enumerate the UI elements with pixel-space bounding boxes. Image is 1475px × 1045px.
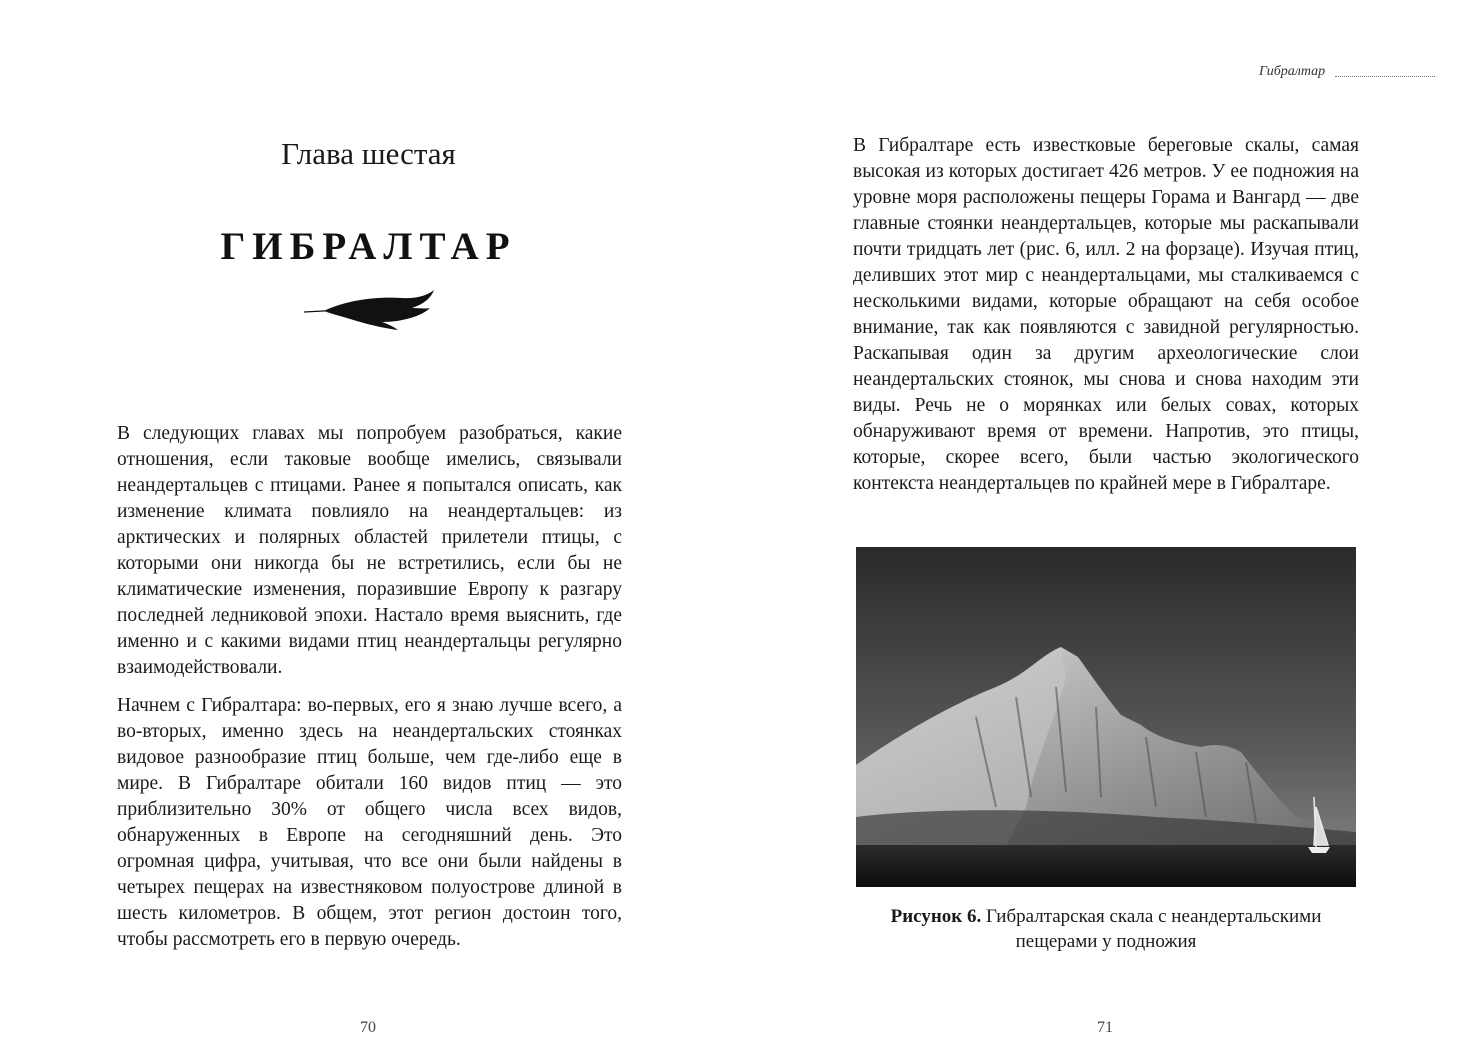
paragraph: Начнем с Гибралтара: во-первых, его я знаю лучше всего, а во-вторых, именно здесь на неандертальских стоянках видовое разнообразие птиц больше, чем где-либо еще в мире. В Гибралтаре обитали 160 видов птиц — это приблизительно 30% от общего числа всех видов, обнаруженных в Европе на сегодняшний день. Это огромная цифра, учитывая, что все они были найдены в четырех пещерах на известняковом полуострове длиной в шесть километров. В общем, этот регион достоин того, чтобы рассмотреть его в первую очередь. xyxy=(117,695,622,950)
left-body-text xyxy=(117,421,622,953)
left-page xyxy=(0,0,737,1045)
right-page xyxy=(737,0,1475,1045)
page-number: 71 xyxy=(1097,1019,1113,1036)
page-number: 70 xyxy=(360,1019,376,1036)
right-body-text xyxy=(853,133,1359,497)
feather-icon xyxy=(302,290,436,330)
caption-label: Рисунок 6. xyxy=(890,906,982,927)
figure-caption xyxy=(853,904,1359,954)
caption-text: Гибралтарская скала с неандертальскими пещерами у подножия xyxy=(986,906,1322,952)
paragraph: В Гибралтаре есть известковые береговые скалы, самая высокая из которых достигает 426 метров. У ее подножия на уровне моря расположены пещеры Горама и Вангард — две главные стоянки неандертальцев, которые мы раскапывали почти тридцать лет (рис. 6, илл. 2 на форзаце). Изучая птиц, деливших этот мир с неандертальцами, мы сталкиваемся с несколькими видами, которые обращают на себя особое внимание, так как появляются с завидной регулярностью. Раскапывая один за другим археологические слои неандертальских стоянок, мы снова и снова находим эти виды. Речь не о морянках или белых совах, которых обнаруживают время от времени. Напротив, это птицы, которые, скорее всего, были частью экологического контекста неандертальцев по крайней мере в Гибралтаре. xyxy=(853,135,1359,494)
chapter-title: ГИБРАЛТАР xyxy=(220,225,517,268)
figure-photo-gibraltar-rock xyxy=(856,547,1356,887)
chapter-label: Глава шестая xyxy=(281,136,456,171)
running-head-dots xyxy=(1335,68,1435,77)
running-head-title: Гибралтар xyxy=(1259,64,1326,79)
paragraph: В следующих главах мы попробуем разобраться, какие отношения, если таковые вообще имелись, связывали неандертальцев с птицами. Ранее я попытался описать, как изменение климата повлияло на неандертальцев: из арктических и полярных областей прилетели птицы, с которыми они никогда бы не встретились, если бы не климатические изменения, поразившие Европу к разгару последней ледниковой эпохи. Настало время выяснить, где именно и с какими видами птиц неандертальцы регулярно взаимодействовали. xyxy=(117,423,622,678)
running-head xyxy=(1259,64,1435,80)
